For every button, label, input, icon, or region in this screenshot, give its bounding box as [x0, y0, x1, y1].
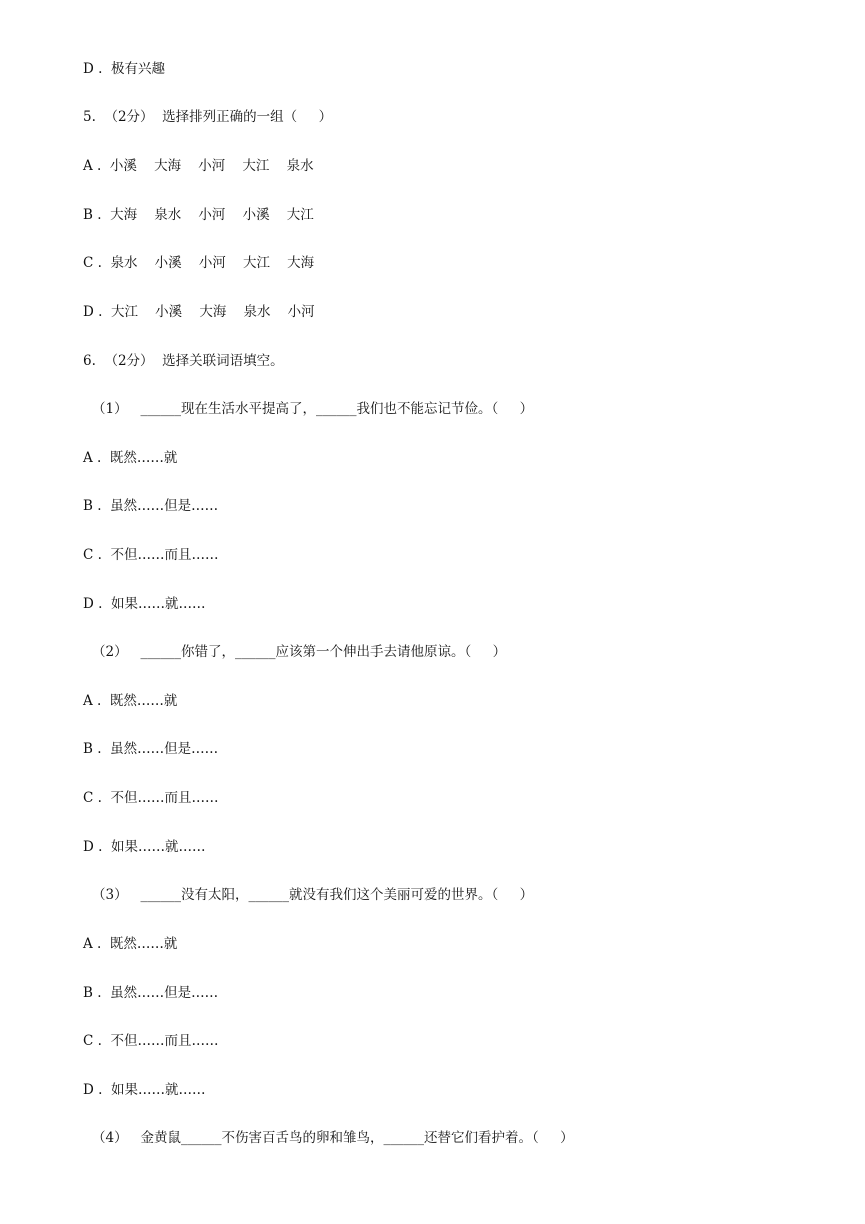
- question-5-stem: 5. （2分） 选择排列正确的一组（ ）: [83, 109, 333, 125]
- option-b-q6-1: B . 虽然……但是……: [83, 498, 219, 514]
- option-a-q6-1: A . 既然……就: [83, 450, 178, 466]
- option-a-q5: A . 小溪 大海 小河 大江 泉水: [83, 158, 314, 174]
- option-b-q5: B . 大海 泉水 小河 小溪 大江: [83, 207, 314, 223]
- question-6-sub-2: （2） ______你错了，______应该第一个伸出手去请他原谅。（ ）: [92, 644, 507, 660]
- option-c-q6-3: C . 不但……而且……: [83, 1033, 219, 1049]
- question-6-stem: 6. （2分） 选择关联词语填空。: [83, 353, 284, 369]
- question-6-sub-3: （3） ______没有太阳，______就没有我们这个美丽可爱的世界。（ ）: [92, 887, 534, 903]
- option-d-q4: D . 极有兴趣: [83, 61, 165, 77]
- option-c-q6-2: C . 不但……而且……: [83, 790, 219, 806]
- option-d-q5: D . 大江 小溪 大海 泉水 小河: [83, 304, 315, 320]
- option-b-q6-3: B . 虽然……但是……: [83, 985, 219, 1001]
- option-a-q6-3: A . 既然……就: [83, 936, 178, 952]
- option-c-q5: C . 泉水 小溪 小河 大江 大海: [83, 255, 315, 271]
- option-d-q6-3: D . 如果……就……: [83, 1082, 206, 1098]
- option-c-q6-1: C . 不但……而且……: [83, 547, 219, 563]
- question-6-sub-1: （1） ______现在生活水平提高了，______我们也不能忘记节俭。（ ）: [92, 401, 534, 417]
- option-b-q6-2: B . 虽然……但是……: [83, 741, 219, 757]
- option-d-q6-1: D . 如果……就……: [83, 596, 206, 612]
- question-6-sub-4: （4） 金黄鼠______不伤害百舌鸟的卵和雏鸟，______还替它们看护着。（ ）: [92, 1130, 574, 1146]
- option-d-q6-2: D . 如果……就……: [83, 839, 206, 855]
- option-a-q6-2: A . 既然……就: [83, 693, 178, 709]
